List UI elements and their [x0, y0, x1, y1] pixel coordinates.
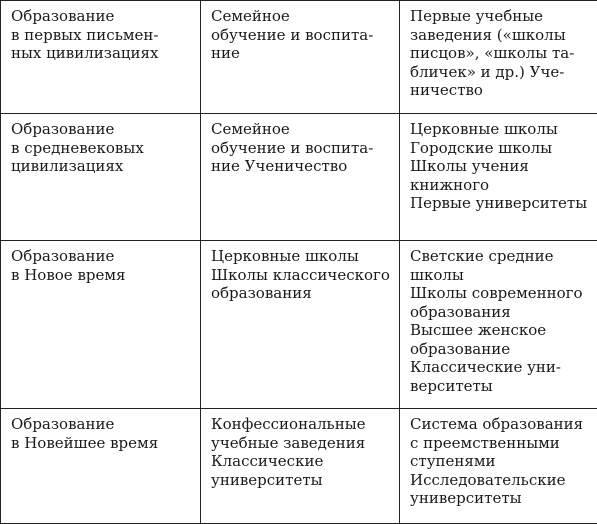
cell-line: книжного: [410, 176, 589, 195]
cell-line: обучение и воспита-: [211, 139, 391, 158]
cell-line: ступенями: [410, 452, 589, 471]
cell-line: Семейное: [211, 120, 391, 139]
cell-line: Первые университеты: [410, 194, 589, 213]
cell-line: обучение и воспита-: [211, 26, 391, 45]
cell-line: Образование: [11, 247, 192, 266]
cell-line: школы: [410, 266, 589, 285]
cell-line: ние: [211, 44, 391, 63]
cell-line: цивилизациях: [11, 157, 192, 176]
cell-line: в первых письмен-: [11, 26, 192, 45]
cell-line: Церковные школы: [211, 247, 391, 266]
cell-line: Образование: [11, 120, 192, 139]
cell-line: ных цивилизациях: [11, 44, 192, 63]
cell-line: Классические уни-: [410, 358, 589, 377]
institutions-cell: [400, 409, 597, 524]
family-cell: [201, 241, 400, 409]
cell-line: Церковные школы: [410, 120, 589, 139]
table-row: [1, 409, 597, 524]
cell-line: ние Ученичество: [211, 157, 391, 176]
cell-line: Система образования: [410, 415, 589, 434]
cell-line: университеты: [410, 489, 589, 508]
cell-line: в Новейшее время: [11, 434, 192, 453]
cell-line: учебные заведения: [211, 434, 391, 453]
cell-line: Высшее женское: [410, 321, 589, 340]
cell-line: образования: [410, 303, 589, 322]
cell-line: Светские средние: [410, 247, 589, 266]
cell-line: в Новое время: [11, 266, 192, 285]
era-cell: [1, 1, 201, 114]
cell-line: образования: [211, 284, 391, 303]
family-cell: [201, 409, 400, 524]
cell-line: ничество: [410, 81, 589, 100]
cell-line: Конфессиональные: [211, 415, 391, 434]
cell-line: Городские школы: [410, 139, 589, 158]
table-row: [1, 241, 597, 409]
cell-line: верситеты: [410, 377, 589, 396]
cell-line: Первые учебные: [410, 7, 589, 26]
cell-line: университеты: [211, 471, 391, 490]
table-row: [1, 114, 597, 241]
table-row: [1, 1, 597, 114]
family-cell: [201, 114, 400, 241]
cell-line: Образование: [11, 415, 192, 434]
cell-line: в средневековых: [11, 139, 192, 158]
cell-line: Школы учения: [410, 157, 589, 176]
cell-line: с преемственными: [410, 434, 589, 453]
cell-line: образование: [410, 340, 589, 359]
era-cell: [1, 241, 201, 409]
family-cell: [201, 1, 400, 114]
era-cell: [1, 114, 201, 241]
cell-line: заведения («школы: [410, 26, 589, 45]
cell-line: Школы современного: [410, 284, 589, 303]
institutions-cell: [400, 114, 597, 241]
institutions-cell: [400, 241, 597, 409]
cell-line: бличек» и др.) Уче-: [410, 63, 589, 82]
cell-line: Школы классического: [211, 266, 391, 285]
cell-line: писцов», «школы та-: [410, 44, 589, 63]
era-cell: [1, 409, 201, 524]
institutions-cell: [400, 1, 597, 114]
cell-line: Классические: [211, 452, 391, 471]
cell-line: Семейное: [211, 7, 391, 26]
cell-line: Исследовательские: [410, 471, 589, 490]
cell-line: Образование: [11, 7, 192, 26]
